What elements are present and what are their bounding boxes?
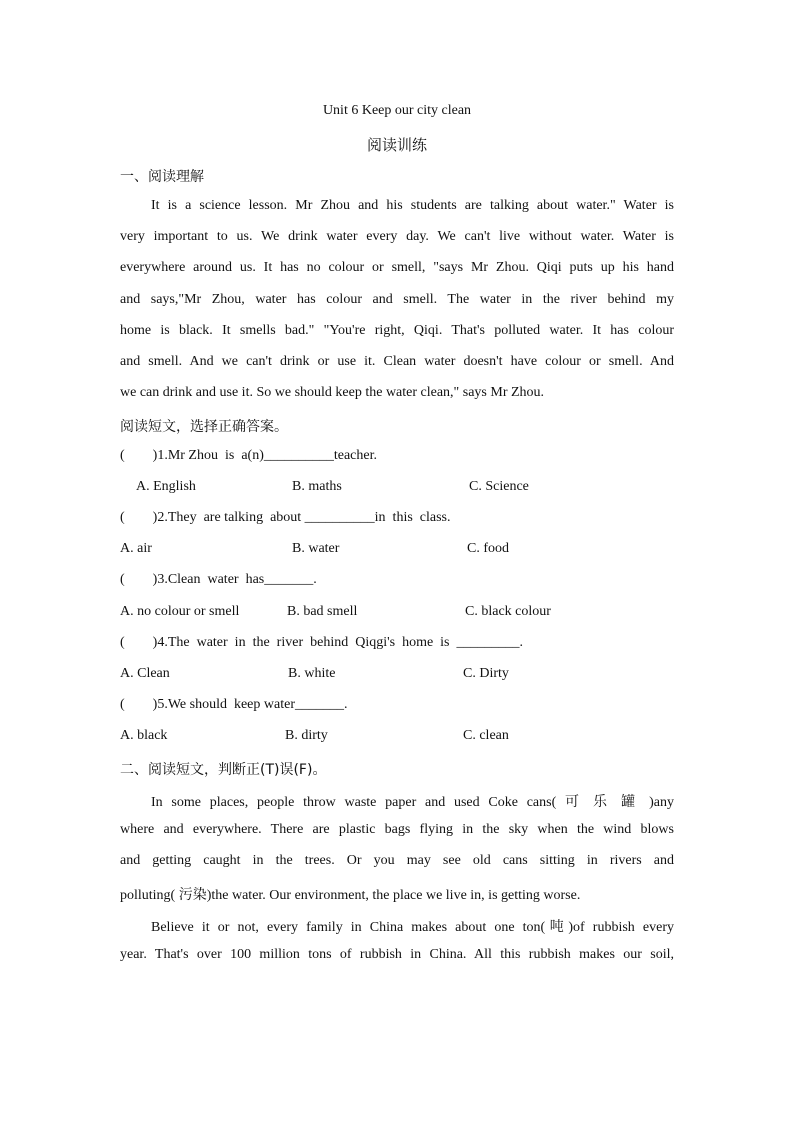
q1-option-b: B. maths <box>292 479 342 494</box>
passage-line: we can drink and use it. So we should keep the water clean," says Mr Zhou. <box>120 385 545 400</box>
instruction-text: 阅读短文，选择正确答案。 <box>120 419 288 435</box>
q2-option-a: A. air <box>120 541 152 556</box>
worksheet-subtitle: 阅读训练 <box>366 136 427 154</box>
passage-line: Believe it or not, every family in China makes about one ton(吨)of rubbish every <box>151 920 674 935</box>
passage-line: In some places, people throw waste paper and used Coke cans( 可 乐 罐 )any <box>151 795 674 810</box>
section-two-heading: 二、阅读短文，判断正(T)误(F)。 <box>120 762 327 778</box>
question-3: ( )3.Clean water has_______. <box>120 572 317 587</box>
passage-line: and smell. And we can't drink or use it. Clean water doesn't have colour or smell. And <box>120 354 674 369</box>
question-4: ( )4.The water in the river behind Qiqgi's home is _________. <box>120 635 524 650</box>
q4-option-c: C. Dirty <box>463 666 509 681</box>
q3-option-c: C. black colour <box>465 604 551 619</box>
q5-option-a: A. black <box>120 728 168 743</box>
passage-line: where and everywhere. There are plastic bags flying in the sky when the wind blows <box>120 822 674 837</box>
q5-option-b: B. dirty <box>285 728 328 743</box>
q4-option-a: A. Clean <box>120 666 170 681</box>
passage-line: home is black. It smells bad." "You're right, Qiqi. That's polluted water. It has colour <box>120 323 674 338</box>
passage-line: and says,"Mr Zhou, water has colour and smell. The water in the river behind my <box>120 292 674 307</box>
q2-option-c: C. food <box>467 541 509 556</box>
q4-option-b: B. white <box>288 666 336 681</box>
question-5: ( )5.We should keep water_______. <box>120 697 348 712</box>
passage-line: It is a science lesson. Mr Zhou and his students are talking about water." Water is <box>151 198 674 213</box>
question-2: ( )2.They are talking about __________in this class. <box>120 510 451 525</box>
q3-option-a: A. no colour or smell <box>120 604 240 619</box>
passage-line: and getting caught in the trees. Or you may see old cans sitting in rivers and <box>120 853 674 868</box>
passage-line: very important to us. We drink water every day. We can't live without water. Water is <box>120 229 674 244</box>
passage-line: polluting( 污染)the water. Our environment, the place we live in, is getting worse. <box>120 888 581 903</box>
passage-line: year. That's over 100 million tons of rubbish in China. All this rubbish makes our soil, <box>120 947 674 962</box>
question-1: ( )1.Mr Zhou is a(n)__________teacher. <box>120 448 377 463</box>
q1-option-a: A. English <box>136 479 196 494</box>
unit-title: Unit 6 Keep our city clean <box>322 103 472 118</box>
q1-option-c: C. Science <box>469 479 529 494</box>
q5-option-c: C. clean <box>463 728 509 743</box>
section-one-heading: 一、阅读理解 <box>120 169 204 185</box>
q2-option-b: B. water <box>292 541 340 556</box>
q3-option-b: B. bad smell <box>287 604 358 619</box>
passage-line: everywhere around us. It has no colour or smell, "says Mr Zhou. Qiqi puts up his hand <box>120 260 674 275</box>
